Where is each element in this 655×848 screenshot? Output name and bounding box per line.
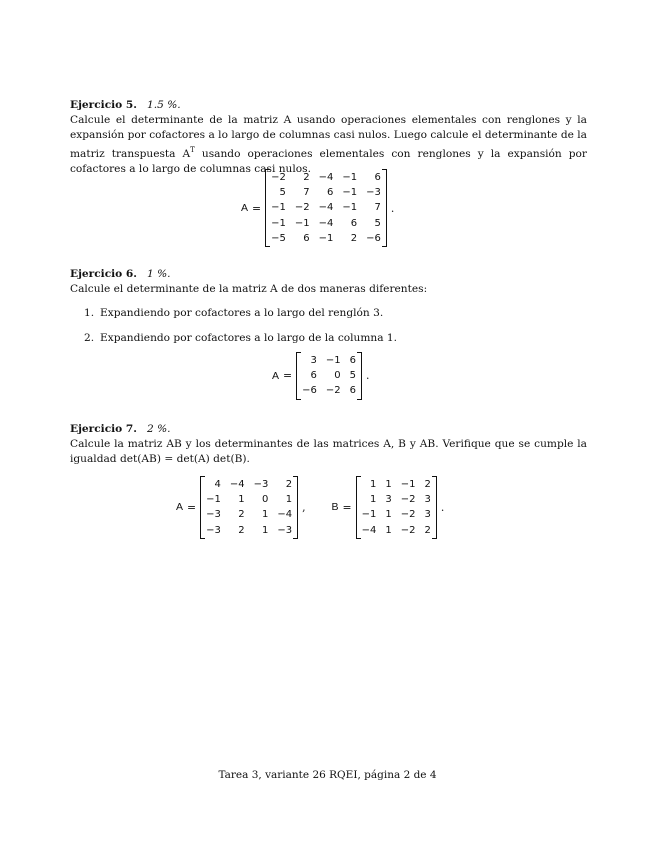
matrix-row [206,507,292,522]
matrix-cell: −4 [361,524,377,536]
matrix-cell: −1 [342,187,358,199]
matrix-cell: 3 [424,494,431,506]
matrix-cell: 5 [374,217,381,229]
matrix-cell: 1 [261,524,269,536]
matrix-cell: −6 [302,385,317,397]
matrix-row [362,477,431,492]
matrix-cell: −5 [271,232,286,244]
matrix-cell: −3 [206,509,221,521]
matrix-a-ex5 [265,169,387,247]
matrix-cell: 0 [334,370,341,382]
matrix-cell: −3 [253,479,269,490]
list-item: 1. Expandiendo por cofactores a lo largo del renglón 3. [84,307,384,319]
matrix-cell: −1 [206,494,221,506]
matrix-cell: 2 [350,232,358,244]
matrix-cell: 7 [303,187,310,199]
matrix-cell: 5 [349,370,356,382]
matrix-cell: −2 [271,172,286,183]
matrix-cell: −6 [366,232,381,244]
matrix-cell: −2 [400,509,416,521]
exercise-5-equation: A = −2 2 −4 −1 6 5 7 6 −1 −3 −1 −2 −4 −1 7 −1 −1 −4 6 5 −5 6 −1 2 −6 . [241,169,394,247]
matrix-cell: −3 [366,187,381,199]
exercise-7-equation: A = 4 −4 −3 2 −1 1 0 1 −3 2 1 −4 −3 2 1 −3 , B = 1 1 −1 2 1 3 −2 3 −1 1 −2 3 −4 1 −2 2 . [176,476,444,539]
matrix-row [271,216,381,231]
matrix-row [271,185,381,200]
matrix-cell: 7 [374,202,381,214]
matrix-cell: 2 [238,524,245,536]
matrix-cell: −2 [400,524,416,536]
matrix-row [362,523,431,538]
exercise-5-weight: 1.5 %. [147,99,181,111]
matrix-cell: 6 [350,217,358,229]
matrix-cell: −1 [361,509,377,521]
matrix-row [362,492,431,507]
matrix-cell: −4 [318,217,334,229]
exercise-6-weight: 1 %. [147,268,171,280]
matrix-cell: −2 [325,385,341,397]
matrix-cell: 1 [369,494,377,506]
matrix-cell: 2 [285,479,293,490]
matrix-label: A [176,501,184,514]
matrix-cell: 6 [310,370,317,382]
exercise-5-title: Ejercicio 5. [70,99,137,111]
matrix-cell: −1 [342,202,358,214]
exercise-6-heading [70,267,587,282]
matrix-cell: −1 [325,355,341,366]
matrix-label: B [331,501,339,514]
exercise-7-statement: Calcule la matriz AB y los determinantes de las matrices A, B y AB. Verifique que se cumple la igualdad det(AB) = det(A) det(B). [70,438,587,465]
page-footer: Tarea 3, variante 26 RQEI, página 2 de 4 [218,769,437,781]
exercise-6-statement: Calcule el determinante de la matriz A de dos maneras diferentes: [70,283,428,295]
matrix-b-ex7 [356,476,437,539]
exercise-7 [70,422,587,467]
exercise-7-weight: 2 %. [147,423,171,435]
exercise-5 [70,98,587,177]
matrix-cell: 1 [369,479,377,490]
matrix-cell: −1 [271,202,286,214]
matrix-cell: 2 [424,479,431,490]
exercise-7-heading [70,422,587,437]
matrix-cell: 1 [385,524,392,536]
matrix-row [206,523,292,538]
matrix-label: A [241,202,249,214]
matrix-cell: 1 [285,494,293,506]
matrix-cell: −3 [277,524,293,536]
matrix-cell: 6 [349,355,356,366]
matrix-cell: −1 [271,217,286,229]
matrix-row [271,170,381,185]
matrix-cell: −3 [206,524,221,536]
matrix-cell: 4 [214,479,221,490]
matrix-cell: 1 [385,479,392,490]
matrix-row [302,383,356,398]
matrix-cell: −4 [277,509,293,521]
matrix-cell: −1 [400,479,416,490]
matrix-cell: 6 [326,187,334,199]
matrix-cell: −4 [318,172,334,183]
matrix-cell: 3 [310,355,317,366]
matrix-a-ex7 [200,476,298,539]
matrix-cell: 1 [385,509,392,521]
matrix-cell: 3 [424,509,431,521]
matrix-a-ex6 [296,352,362,400]
matrix-cell: 1 [261,509,269,521]
matrix-row [271,231,381,246]
matrix-label: A [272,369,280,382]
matrix-cell: 6 [349,385,356,397]
matrix-cell: −4 [229,479,245,490]
matrix-row [362,507,431,522]
matrix-cell: −1 [294,217,310,229]
matrix-row [302,353,356,368]
matrix-cell: 0 [261,494,269,506]
matrix-cell: −1 [342,172,358,183]
matrix-cell: −2 [294,202,310,214]
matrix-cell: 1 [238,494,245,506]
exercise-6-list [84,306,587,346]
matrix-row [206,492,292,507]
matrix-cell: 6 [374,172,381,183]
list-item: 2. Expandiendo por cofactores a lo largo de la columna 1. [84,332,398,344]
matrix-cell: −4 [318,202,334,214]
matrix-cell: 2 [303,172,310,183]
exercise-7-title: Ejercicio 7. [70,423,137,435]
matrix-cell: −2 [400,494,416,506]
exercise-5-heading [70,98,587,113]
matrix-cell: 6 [303,232,310,244]
exercise-5-statement: Calcule el determinante de la matriz A usando operaciones elementales con renglones y la expansión por cofactores a lo largo de columnas casi nulos. Luego calcule el determinante de la matriz transpuesta $A^T$ usando operaciones elementales con renglones y la expansión por cofactores a lo largo de columnas casi nulos. [70,114,587,175]
matrix-row [302,368,356,383]
exercise-6-title: Ejercicio 6. [70,268,137,280]
matrix-cell: 5 [279,187,286,199]
matrix-row [206,477,292,492]
exercise-6-equation: A = 3 −1 6 6 0 5 −6 −2 6 . [272,352,369,400]
matrix-cell: 2 [424,524,431,536]
matrix-row [271,200,381,215]
matrix-cell: 2 [238,509,245,521]
matrix-cell: 3 [385,494,392,506]
exercise-6 [70,267,587,356]
matrix-cell: −1 [318,232,334,244]
